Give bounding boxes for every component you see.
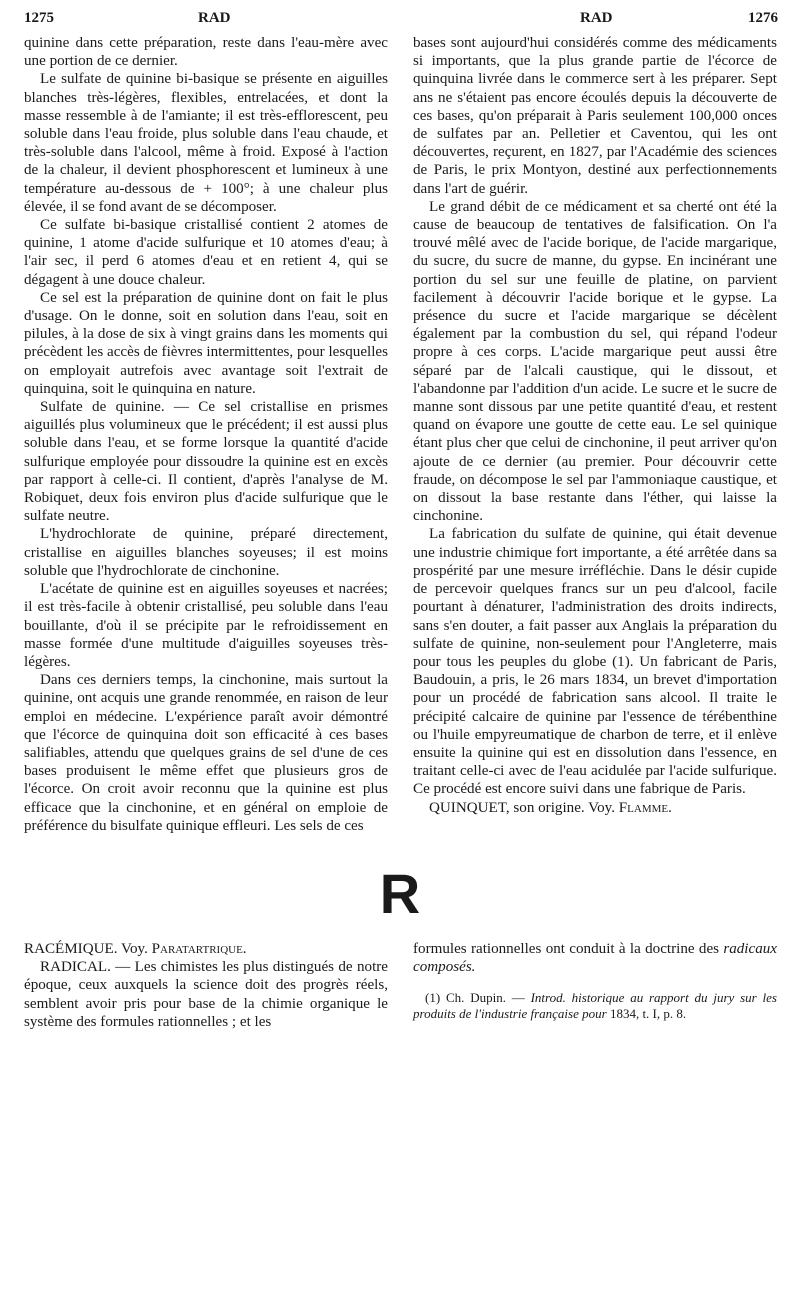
headword: RADICAL. <box>40 959 111 976</box>
running-head-left: RAD <box>198 10 231 26</box>
running-head-right: RAD <box>580 10 613 26</box>
footnote: (1) Ch. Dupin. — Introd. historique au rapport du jury sur les produits de l'industrie française pour 1834, t. I, p. 8. <box>413 990 777 1021</box>
paragraph: L'hydrochlorate de quinine, préparé directement, cristallise en aiguilles blanches soyeuses; il est moins soluble que l'hydrochlorate de cinchonine. <box>24 526 388 579</box>
paragraph: Le grand débit de ce médicament et sa cherté ont été la cause de beaucoup de tentatives de falsification. On l'a trouvé mêlé avec de l'acide borique, de l'acide margarique, du sucre, du sucre de manne, du gypse. En incinérant une portion du sel sur une feuille de platine, on parvient facilement à découvrir l'acide borique et le gypse. La présence du sucre et l'acide margarique se décèlent également par la combustion du sel, qui répand l'odeur propre à ces corps. L'acide margarique peut aussi être séparé par de l'alcali caustique, qui le dissout, et l'abandonne par l'addition d'un acide. Le sucre et le sucre de manne sont dissous par une petite quantité d'eau, et restent quand on évapore une goutte de cette eau. Le sel quinique étant plus cher que celui de cinchonine, il peut arriver qu'on ajoute de ce dernier (au premier. Pour découvrir cette fraude, on décompose le sel par l'ammoniaque caustique, et on dissout la base restante dans l'éther, qui laisse la cinchonine. <box>413 198 777 525</box>
section-letter: R <box>379 862 421 925</box>
paragraph: Dans ces derniers temps, la cinchonine, mais surtout la quinine, ont acquis une grande renommée, en raison de leur emploi en médecine. L'expérience paraît avoir démontré que l'écorce de quinquina doit son efficacité à ces bases salifiables, attendu que quelques grains de sel d'une de ces bases produisent le même effet que plusieurs gros de l'écorce. On croit avoir reconnu que la quinine est plus efficace que la cinchonine, et en général on emploie de préférence du bisulfate quinique effleuri. Les sels de ces <box>24 672 388 834</box>
paragraph: Ce sulfate bi-basique cristallisé contient 2 atomes de quinine, 1 atome d'acide sulfurique et 10 atomes d'eau; à l'air sec, il perd 6 atomes d'eau et en retient 4, qui se dégagent à une douce chaleur. <box>24 217 388 288</box>
right-column <box>413 34 777 817</box>
entry-radical: RADICAL. — Les chimistes les plus distingués de notre époque, ceux auxquels la science doit des progrès réels, semblent avoir pris pour base de la chimie organique le système des formules rationnelles ; et les <box>24 959 388 1030</box>
cross-reference: Paratartrique. <box>151 941 247 957</box>
headword: RACÉMIQUE. <box>24 941 118 957</box>
cross-reference: Flamme. <box>618 799 672 816</box>
paragraph: La fabrication du sulfate de quinine, qui était devenue une industrie chimique fort importante, a été arrêtée dans sa prospérité par une mesure irréfléchie. Dans le désir cupide de percevoir quelques francs sur un peu d'alcool, facile pourtant à dénaturer, l'administration des droits indirects, sans s'en douter, a fait passer aux Anglais la préparation du sulfate de quinine, non-seulement pour l'Angleterre, mais pour tous les peuples du globe (1). Un fabricant de Paris, Baudouin, a pris, le 26 mars 1834, un brevet d'importation pour un procédé de fabrication sans alcool. Il traite le précipité calcaire de quinine par l'essence de térébenthine ou l'huile empyreumatique de charbon de terre, et il enlève ensuite la quinine qui est en dissolution dans l'essence, en traitant celle-ci avec de l'eau acidulée par l'acide sulfurique. Ce procédé est encore suivi dans une fabrique de Paris. <box>413 526 777 798</box>
left-column-bottom <box>24 940 388 1031</box>
entry-quinquet: QUINQUET, son origine. Voy. Flamme. <box>429 799 672 816</box>
page-header <box>0 0 800 34</box>
paragraph: Sulfate de quinine. — Ce sel cristallise en prismes aiguillés plus volumineux que le précédent; il est aussi plus soluble dans l'eau, et se forme lorsque la quantité d'acide sulfurique employée pour dissoudre la quinine est en excès par rapport à celle-ci. Il contient, d'après l'analyse de M. Robiquet, deux fois environ plus d'acide sulfurique que le sulfate neutre. <box>24 399 388 525</box>
paragraph: quinine dans cette préparation, reste dans l'eau-mère avec une portion de ce dernier. <box>24 35 388 70</box>
paragraph: L'acétate de quinine est en aiguilles soyeuses et nacrées; il est très-facile à obtenir cristallisé, peu soluble dans l'eau bouillante, d'où il se précipite par le refroidissement en masse formée d'une multitude d'aiguilles soyeuses très-légères. <box>24 581 388 670</box>
right-column-bottom <box>413 940 777 1021</box>
page-number-left: 1275 <box>24 10 54 26</box>
left-column <box>24 34 388 835</box>
page-number-right: 1276 <box>748 10 778 26</box>
entry-racemique: RACÉMIQUE. Voy. Paratartrique. <box>24 941 247 957</box>
paragraph: Ce sel est la préparation de quinine dont on fait le plus d'usage. On le donne, soit en solution dans l'eau, soit en pilules, à la dose de six à vingt grains dans les moments qui précèdent les accès de fièvres intermittentes, pour lesquelles on employait autrefois avec avantage soit l'extrait de quinquina, soit le quinquina en nature. <box>24 289 388 397</box>
paragraph: Le sulfate de quinine bi-basique se présente en aiguilles blanches très-légères, flexibles, entrelacées, et dont la masse ressemble à de l'amiante; il est très-efflorescent, peu soluble dans l'eau froide, plus soluble dans l'eau chaude, et très-soluble dans l'alcool, même à froid. Exposé à l'action de la chaleur, il devient phosphorescent et lumineux à une température au-dessous de + 100°; à une chaleur plus élevée, il se fond avant de se décomposer. <box>24 71 388 215</box>
paragraph: bases sont aujourd'hui considérés comme des médicaments si importants, que la plus grande partie de l'écorce de quinquina livrée dans le commerce sert à les préparer. Sept ans ne s'étaient pas encore écoulés depuis la découverte de ces bases, qu'on préparait à Paris seulement 100,000 onces de sulfates par an. Pelletier et Caventou, qui les ont découvertes, reçurent, en 1827, par l'Académie des sciences de Paris, le prix Montyon, destiné aux perfectionnements dans l'art de guérir. <box>413 35 777 197</box>
paragraph: formules rationnelles ont conduit à la doctrine des radicaux composés. <box>413 941 777 976</box>
